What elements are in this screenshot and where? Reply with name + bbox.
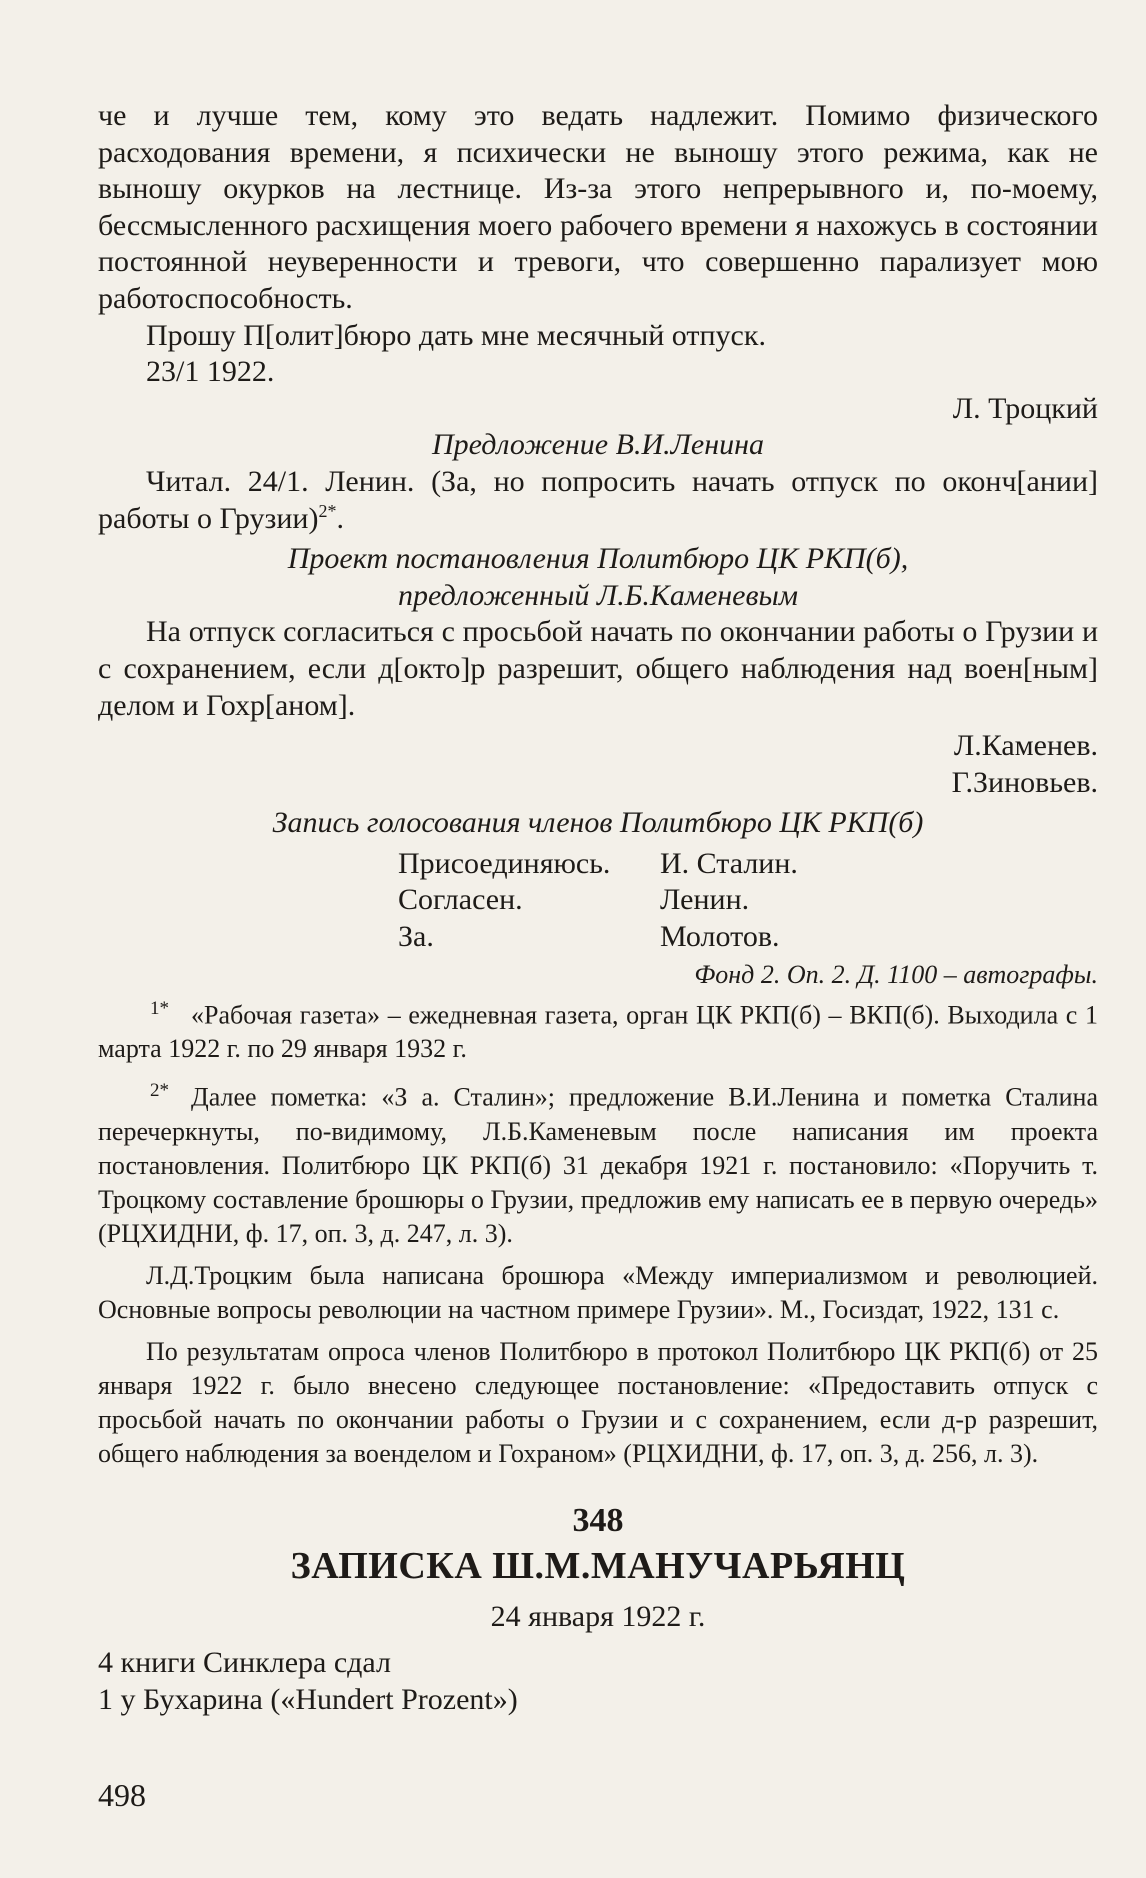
note-line-2: 1 у Бухарина («Hundert Prozent») — [98, 1682, 518, 1716]
vote-table — [398, 846, 1098, 956]
signature-zinoviev: Г.Зиновьев. — [951, 765, 1098, 799]
footnote-ref-2: 2* — [318, 500, 337, 521]
document-title: ЗАПИСКА Ш.М.МАНУЧАРЬЯНЦ — [290, 1544, 906, 1587]
lenin-proposal-text — [98, 464, 1098, 537]
vote-text: Присоединяюсь. — [398, 846, 611, 880]
document-date: 24 января 1922 г. — [490, 1599, 706, 1633]
footnote-1-text: «Рабочая газета» – ежедневная газета, орган ЦК РКП(б) – ВКП(б). Выходила с 1 марта 1922 г. по 29 января 1932 г. — [98, 1000, 1098, 1064]
document-number: 348 — [572, 1501, 624, 1539]
vote-row — [398, 919, 1098, 956]
footnote-2 — [98, 1074, 1098, 1251]
lenin-proposal-tail: . — [336, 501, 344, 535]
project-text: На отпуск согласиться с просьбой начать по окончании работы о Грузии и с сохранением, если д[окто]р разрешит, общего наблюдения над воен[ным] делом и Гохр[аном]. — [98, 615, 1098, 722]
heading-project-line2: предложенный Л.Б.Каменевым — [398, 578, 798, 612]
vote-name: Молотов. — [660, 920, 780, 954]
archive-source: Фонд 2. Оп. 2. Д. 1100 – автографы. — [694, 959, 1098, 989]
vote-name: И. Сталин. — [660, 846, 798, 880]
heading-project-line1: Проект постановления Политбюро ЦК РКП(б), — [287, 542, 909, 576]
vote-name: Ленин. — [660, 883, 750, 917]
vote-text: Согласен. — [398, 883, 523, 917]
signature-trotsky: Л. Троцкий — [952, 391, 1098, 425]
heading-vote-record: Запись голосования членов Политбюро ЦК РКП(б) — [272, 806, 924, 840]
vote-row — [398, 846, 1098, 883]
request-paragraph: Прошу П[олит]бюро дать мне месячный отпуск. — [146, 318, 766, 352]
heading-lenin-proposal: Предложение В.И.Ленина — [431, 428, 765, 462]
footnote-3: Л.Д.Троцким была написана брошюра «Между империализмом и революцией. Основные вопросы революции на частном примере Грузии». М., Госиздат, 1922, 131 с. — [98, 1260, 1098, 1324]
footnote-1-mark: 1* — [150, 997, 169, 1019]
footnote-1 — [98, 992, 1098, 1067]
vote-text: За. — [398, 920, 434, 954]
lenin-proposal-body: Читал. 24/1. Ленин. (За, но попросить начать отпуск по оконч[ании] работы о Грузии) — [98, 464, 1098, 535]
letter-date: 23/1 1922. — [146, 355, 275, 389]
note-line-1: 4 книги Синклера сдал — [98, 1645, 391, 1679]
paragraph-continuation: че и лучше тем, кому это ведать надлежит. Помимо физического расходования времени, я психически не выношу этого режима, как не выношу окурков на лестнице. Из-за этого непрерывного и, по-моему, бессмысленного расхищения моего рабочего времени я нахожусь в состоянии постоянной неуверенности и тревоги, что совершенно парализует мою работоспособность. — [98, 99, 1098, 315]
page-body — [98, 98, 1098, 1718]
signature-kamenev: Л.Каменев. — [953, 729, 1098, 763]
vote-row — [398, 882, 1098, 919]
page-number: 498 — [98, 1777, 146, 1813]
footnote-2-text: Далее пометка: «З а. Сталин»; предложение В.И.Ленина и пометка Сталина перечеркнуты, по-видимому, Л.Б.Каменевым после написания им проекта постановления. Политбюро ЦК РКП(б) 31 декабря 1921 г. постановило: «Поручить т. Троцкому составление брошюры о Грузии, предложив ему написать ее в первую очередь» (РЦХИДНИ, ф. 17, оп. 3, д. 247, л. 3). — [98, 1082, 1098, 1248]
footnote-2-mark: 2* — [150, 1080, 169, 1102]
footnote-4: По результатам опроса членов Политбюро в протокол Политбюро ЦК РКП(б) от 25 января 1922 г. было внесено следующее постановление: «Предоставить отпуск с просьбой начать по окончании работы о Грузии и с сохранением, если д-р разрешит, общего наблюдения за военделом и Гохраном» (РЦХИДНИ, ф. 17, оп. 3, д. 256, л. 3). — [98, 1336, 1098, 1468]
